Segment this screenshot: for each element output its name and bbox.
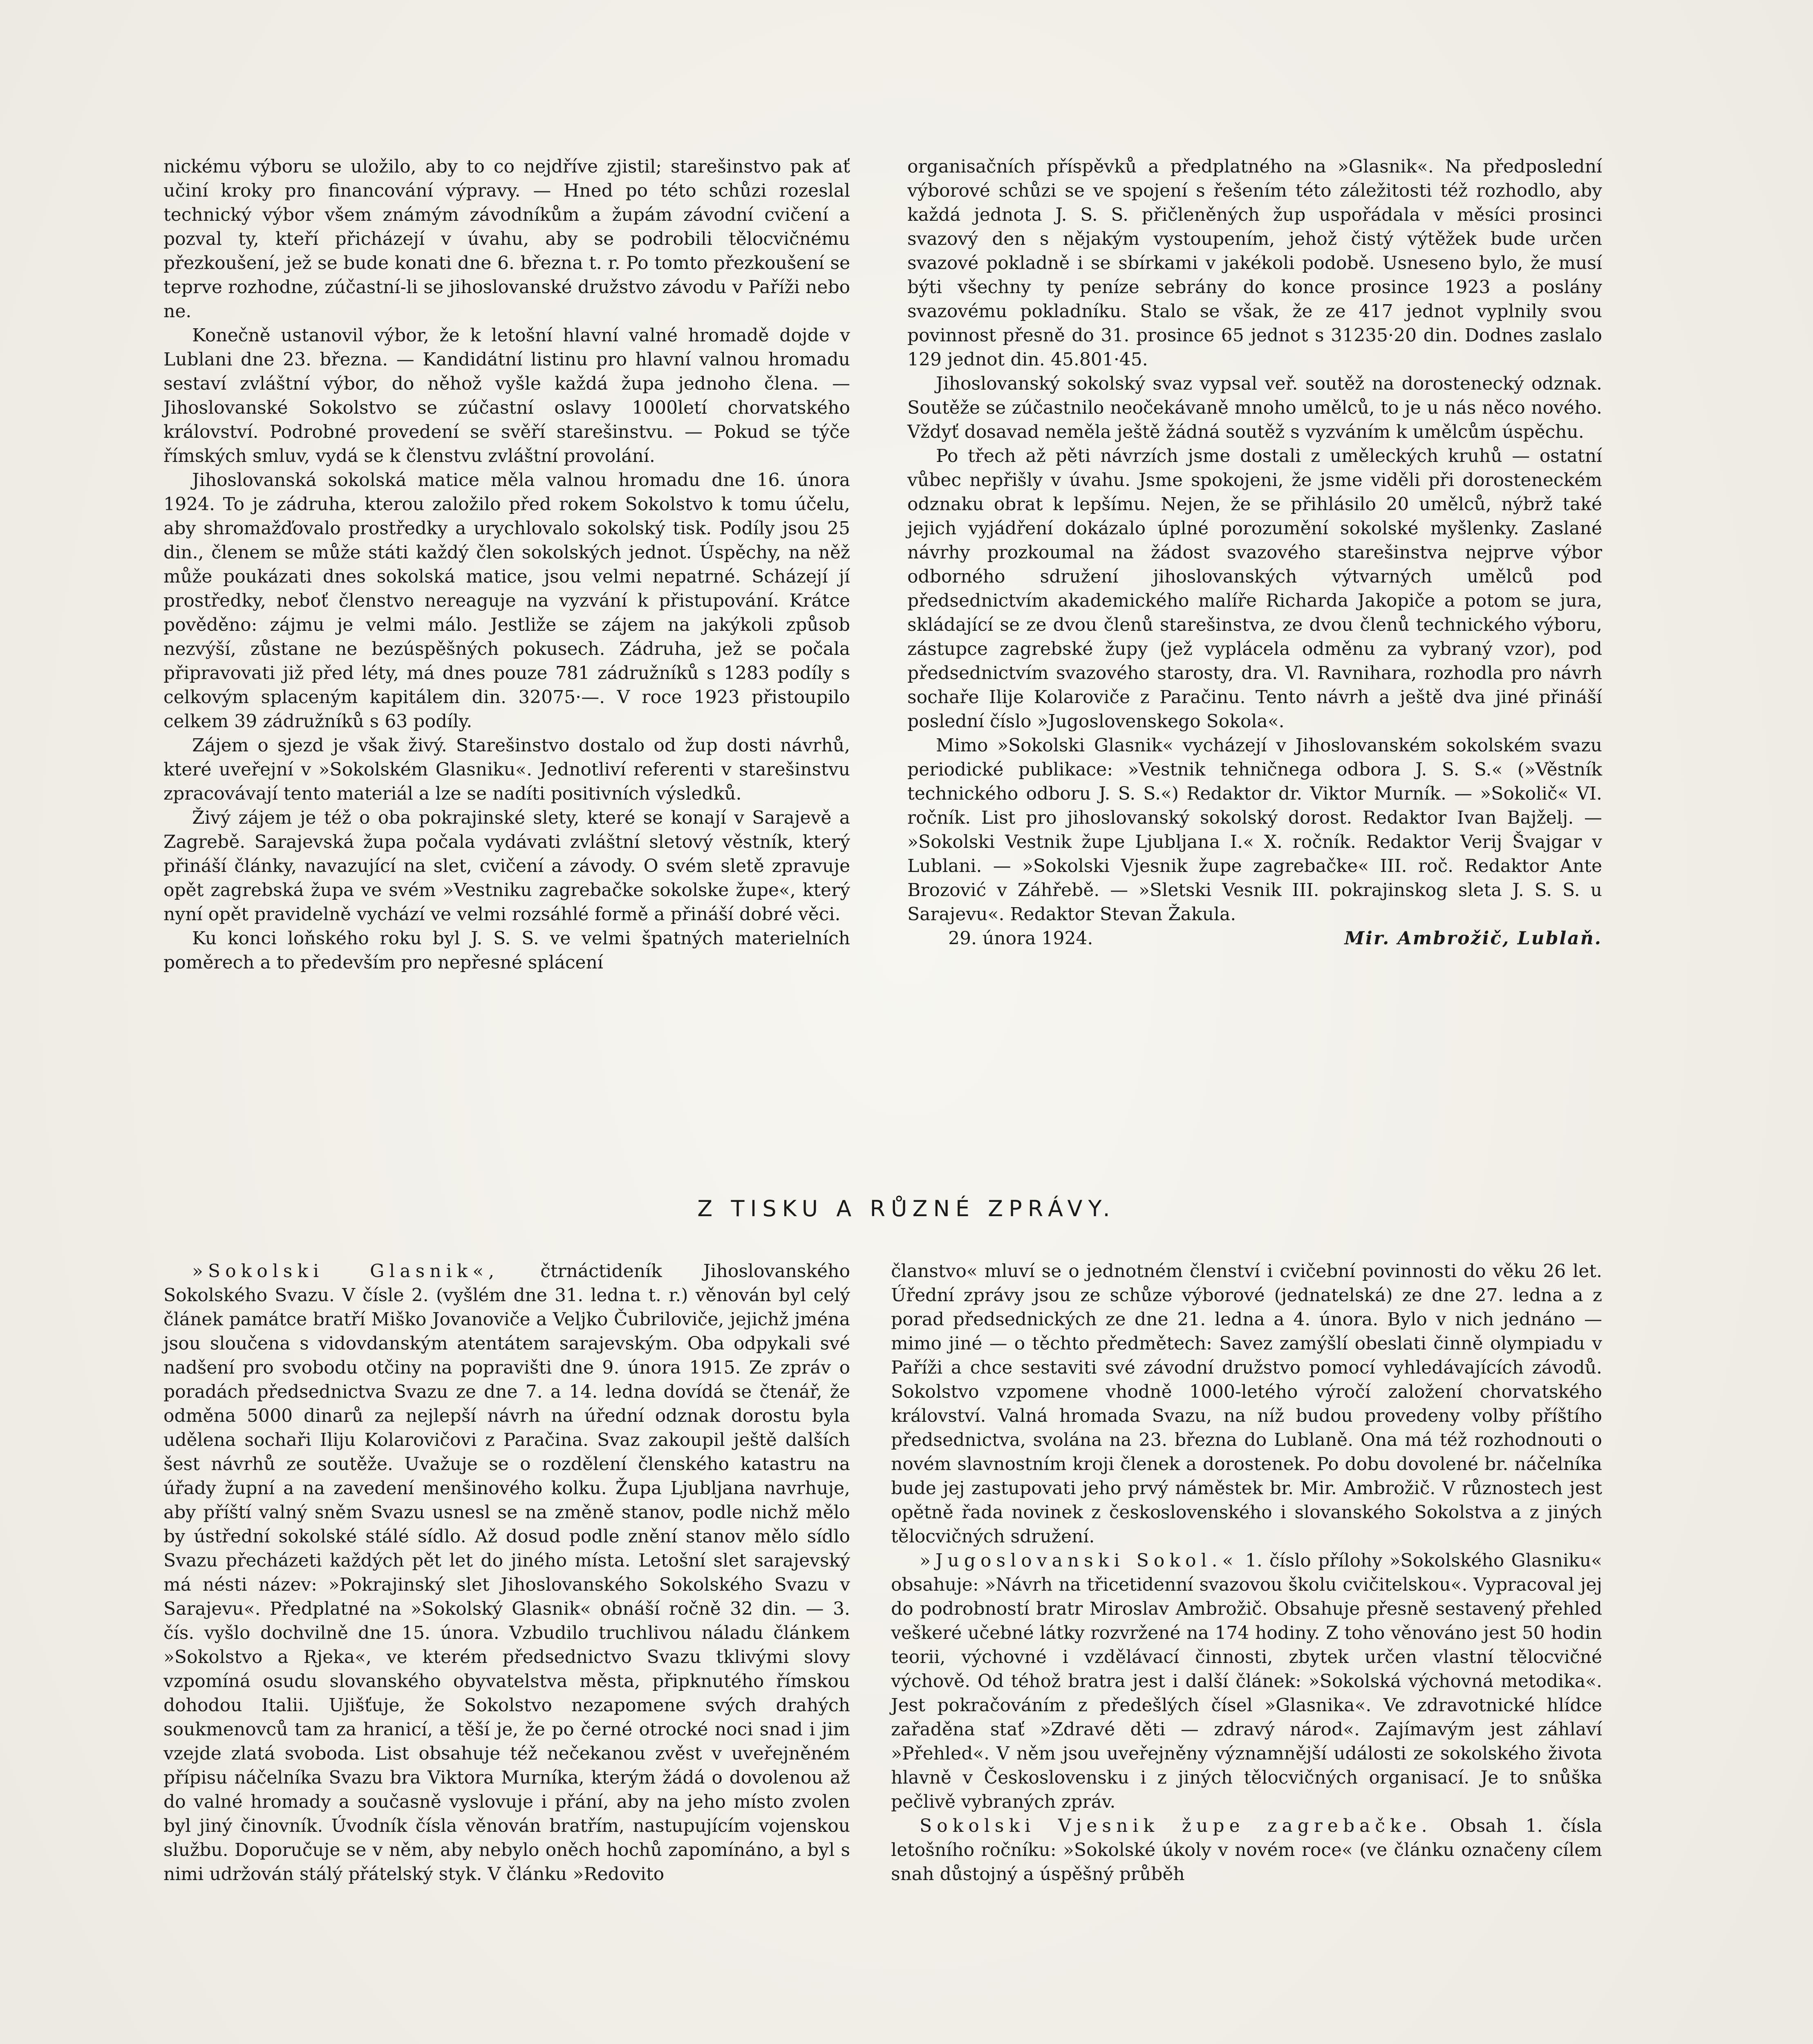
article-signature bbox=[907, 926, 1602, 950]
paragraph: organisačních příspěvků a předplatného na »Glasnik«. Na předposlední výborové schůzi se ve spojení s řešením této záležitosti též rozhodlo, aby každá jednota J. S. S. přičleněných žup uspořádala v měsíci prosinci svazový den s nějakým vystoupením, jehož čistý výtěžek bude určen svazové pokladně i se sbírkami v jakékoli podobě. Usneseno bylo, že musí býti všechny ty peníze sebrány do konce prosince 1923 a poslány svazovému pokladníku. Stalo se však, že ze 417 jednot vyplnily svou povinnost přesně do 31. prosince 65 jednot s 31235·20 din. Dodnes zaslalo 129 jednot din. 45.801·45. bbox=[907, 156, 1602, 370]
paragraph: Zájem o sjezd je však živý. Starešinstvo dostalo od žup dosti návrhů, které uveřejní v »Sokolském Glasniku«. Jednotliví referenti v starešinstvu zpracovávají tento materiál a lze se nadíti positivních výsledků. bbox=[163, 735, 850, 804]
news-paragraph bbox=[891, 1259, 1602, 1549]
publication-title: Sokolski Vjesnik župe zagrebačke. bbox=[920, 1815, 1432, 1836]
paragraph: Ku konci loňského roku byl J. S. S. ve velmi špatných materielních poměrech a to především pro nepřesné splácení bbox=[163, 928, 850, 973]
paragraph: Po třech až pěti návrzích jsme dostali z uměleckých kruhů — ostatní vůbec nepřišly v úvahu. Jsme spokojeni, že jsme viděli při dorosteneckém odznaku obrat k lepšímu. Nejen, že se přihlásilo 20 umělců, nýbrž také jejich vyjádření dokázalo úplné porozumění sokolské myšlenky. Zaslané návrhy prozkoumal na žádost svazového starešinstva nejprve výbor odborného sdružení jihoslovanských výtvarných umělců pod předsednictvím akademického malíře Richarda Jakopiče a potom se jura, skládající se ze dvou členů starešinstva, ze dvou členů technického výboru, zástupce zagrebské župy (jež vyplácela odměnu za vybraný vzor), pod předsednictvím svazového starosty, dra. Vl. Ravnihara, rozhodla pro návrh sochaře Ilije Kolaroviče z Paračinu. Tento návrh a ještě dva jiné přináší poslední číslo »Jugoslovenskego Sokola«. bbox=[907, 446, 1602, 732]
paragraph-text: članstvo« mluví se o jednotném členství i cvičební povinnosti do věku 26 let. Úřední zprávy jsou ze schůze výborové (jednatelská) ze dne 27. ledna a z porad předsednických ze dne 21. ledna a 4. února. Bylo v nich jednáno — mimo jiné — o těchto předmětech: Savez zamýšlí obeslati činně olympiadu v Paříži a chce sestaviti své závodní družstvo pomocí vyhledávajících závodů. Sokolstvo vzpomene vhodně 1000-letého výročí založení chorvatského království. Valná hromada Svazu, na níž budou provedeny volby příštího předsednictva, svolána na 23. března do Lublaně. Ona má též rozhodnouti o novém slavnostním kroji členek a dorostenek. Po dobu dovolené br. náčelníka bude jej zastupovati jeho prvý náměstek br. Mir. Ambrožič. V různostech jest opětně řada novinek z československého i slovanského Sokolstva a z jiných tělocvičných sdružení. bbox=[891, 1261, 1602, 1547]
article-author: Mir. Ambrožič, Lublaň. bbox=[1344, 928, 1602, 949]
paragraph-text: 1. číslo přílohy »Sokolského Glasniku« obsahuje: »Návrh na třicetidenní svazovou školu cvičitelskou«. Vypracoval jej do podrobností bratr Miroslav Ambrožič. Obsahuje přesně sestavený přehled veškeré učebné látky rozvržené na 174 hodiny. Z toho věnováno jest 50 hodin teorii, výchovné i vzdělávací činnosti, zbytek určen vlastní tělocvičné výchově. Od téhož bratra jest i další článek: »Sokolská výchovná metodika«. Jest pokračováním z předešlých čísel »Glasnika«. Ve zdravotnické hlídce zařaděna stať »Zdravé děti — zdravý národ«. Zajímavým jest záhlaví »Přehled«. V něm jsou uveřejněny významnější události ze sokolského života hlavně v Československu i z jiných tělocvičných organisací. Je to snůška pečlivě vybraných zpráv. bbox=[891, 1550, 1602, 1812]
article-column-left bbox=[163, 155, 850, 975]
news-paragraph bbox=[891, 1814, 1602, 1886]
paragraph: Jihoslovanská sokolská matice měla valnou hromadu dne 16. února 1924. To je zádruha, kterou založilo před rokem Sokolstvo k tomu účelu, aby shromažďovalo prostředky a urychlovalo sokolský tisk. Podíly jsou 25 din., členem se může státi každý člen sokolských jednot. Úspěchy, na něž může poukázati dnes sokolská matice, jsou velmi nepatrné. Scházejí jí prostředky, neboť členstvo nereaguje na vyzvání k přistupování. Krátce pověděno: zájmu je velmi málo. Jestliže se zájem na jakýkoli způsob nezvýší, zůstane ne bezúspěšných pokusech. Zádruha, jež se počala připravovati již před léty, má dnes pouze 781 zádružníků s 1283 podíly s celkovým splaceným kapitálem din. 32075·—. V roce 1923 přistoupilo celkem 39 zádružníků s 63 podíly. bbox=[163, 470, 850, 732]
news-column-left bbox=[163, 1259, 850, 1886]
news-paragraph bbox=[163, 1259, 850, 1886]
paragraph: Jihoslovanský sokolský svaz vypsal veř. soutěž na dorostenecký odznak. Soutěže se zúčastnilo neočekávaně mnoho umělců, to je u nás něco nového. Vždyť dosavad neměla ještě žádná soutěž s vyzváním k umělcům úspěchu. bbox=[907, 373, 1602, 442]
section-heading: Z TISKU A RŮZNÉ ZPRÁVY. bbox=[697, 1196, 1116, 1221]
news-paragraph bbox=[891, 1549, 1602, 1814]
paragraph: Mimo »Sokolski Glasnik« vycházejí v Jihoslovanském sokolském svazu periodické publikace: »Vestnik tehničnega odbora J. S. S.« (»Věstník technického odboru J. S. S.«) Redaktor dr. Viktor Murník. — »Sokolič« VI. ročník. List pro jihoslovanský sokolský dorost. Redaktor Ivan Bajželj. — »Sokolski Vestnik župe Ljubljana I.« X. ročník. Redaktor Verij Švajgar v Lublani. — »Sokolski Vjesnik župe zagrebačke« III. roč. Redaktor Ante Brozović v Záhřebě. — »Sletski Vesnik III. pokrajinskog sleta J. S. S. u Sarajevu«. Redaktor Stevan Žakula. bbox=[907, 735, 1602, 925]
paragraph-text: čtrnáctideník Jihoslovanského Sokolského Svazu. V čísle 2. (vyšlém dne 31. ledna t. r.) věnován byl celý článek památce bratří Miško Jovanoviče a Veljko Čubriloviče, jejichž jména jsou sloučena s vidovdanským atentátem sarajevským. Oba odpykali své nadšení pro svobodu otčiny na popravišti dne 9. února 1915. Ze zpráv o poradách předsednictva Svazu ze dne 7. a 14. ledna dovídá se čtenář, že odměna 5000 dinarů za nejlepší návrh na úřední odznak dorostu byla udělena sochaři Iliju Kolarovičovi z Paračina. Svaz zakoupil ještě dalších šest návrhů ze soutěže. Uvažuje se o rozdělení členského katastru na úřady župní a na zavedení menšinového kolku. Župa Ljubljana navrhuje, aby příští valný sněm Svazu usnesl se na změně stanov, podle nichž mělo by ústřední sokolské stálé sídlo. Až dosud podle znění stanov mělo sídlo Svazu přecházeti každých pět let do jiného místa. Letošní slet sarajevský má nésti název: »Pokrajinský slet Jihoslovanského Sokolského Svazu v Sarajevu«. Předplatné na »Sokolský Glasnik« obnáší ročně 32 din. — 3. čís. vyšlo dochvilně dne 15. února. Vzbudilo truchlivou náladu článkem »Sokolstvo a Rjeka«, ve kterém předsednictvo Svazu tklivými slovy vzpomíná osudu slovanského obyvatelstva města, připknutého římskou dohodou Italii. Ujišťuje, že Sokolstvo nezapomene svých drahých soukmenovců tam za hranicí, a těší je, že po černé otrocké noci snad i jim vzejde zlatá svoboda. List obsahuje též nečekanou zvěst v uveřejněném přípisu náčelníka Svazu bra Viktora Murníka, kterým žádá o dovolenou až do valné hromady a současně vyslovuje i přání, aby na jeho místo zvolen byl jiný činovník. Úvodník čísla věnován bratřím, nastupujícím vojenskou službu. Doporučuje se v něm, aby nebylo oněch hochů zapomínáno, a byl s nimi udržován stálý přátelský styk. V článku »Redovito bbox=[163, 1261, 851, 1885]
paragraph-text: Obsah 1. čísla letošního ročníku: »Sokolské úkoly v novém roce« (ve článku označeny cílem snah důstojný a úspěšný průběh bbox=[891, 1815, 1602, 1885]
article-date: 29. února 1924. bbox=[948, 928, 1093, 949]
paragraph: Živý zájem je též o oba pokrajinské slety, které se konají v Sarajevě a Zagrebě. Sarajevská župa počala vydávati zvláštní sletový věstník, který přináší články, navazující na slet, cvičení a závody. O svém sletě zpravuje opět zagrebská župa ve svém »Vestniku zagrebačke sokolske župe«, který nyní opět pravidelně vychází ve velmi rozsáhlé formě a přináší dobré věci. bbox=[163, 807, 850, 925]
paragraph: nickému výboru se uložilo, aby to co nejdříve zjistil; starešinstvo pak ať učiní kroky pro financování výpravy. — Hned po této schůzi rozeslal technický výbor všem známým závodníkům a župám závodní cvičení a pozval ty, kteří přicházejí v úvahu, aby se podrobili tělocvičnému přezkoušení, jež se bude konati dne 6. března t. r. Po tomto přezkoušení se teprve rozhodne, zúčastní-li se jihoslovanské družstvo závodu v Paříži nebo ne. bbox=[163, 156, 850, 322]
publication-title: »Sokolski Glasnik«, bbox=[192, 1261, 499, 1282]
article-column-right bbox=[907, 155, 1602, 950]
paragraph: Konečně ustanovil výbor, že k letošní hlavní valné hromadě dojde v Lublani dne 23. března. — Kandidátní listinu pro hlavní valnou hromadu sestaví zvláštní výbor, do něhož vyšle každá župa jednoho člena. — Jihoslovanské Sokolstvo se zúčastní oslavy 1000letí chorvatského království. Podrobné provedení se svěří starešinstvu. — Pokud se týče římských smluv, vydá se k členstvu zvláštní provolání. bbox=[163, 325, 850, 466]
publication-title: »Jugoslovanski Sokol.« bbox=[920, 1550, 1238, 1571]
news-column-right bbox=[891, 1259, 1602, 1886]
